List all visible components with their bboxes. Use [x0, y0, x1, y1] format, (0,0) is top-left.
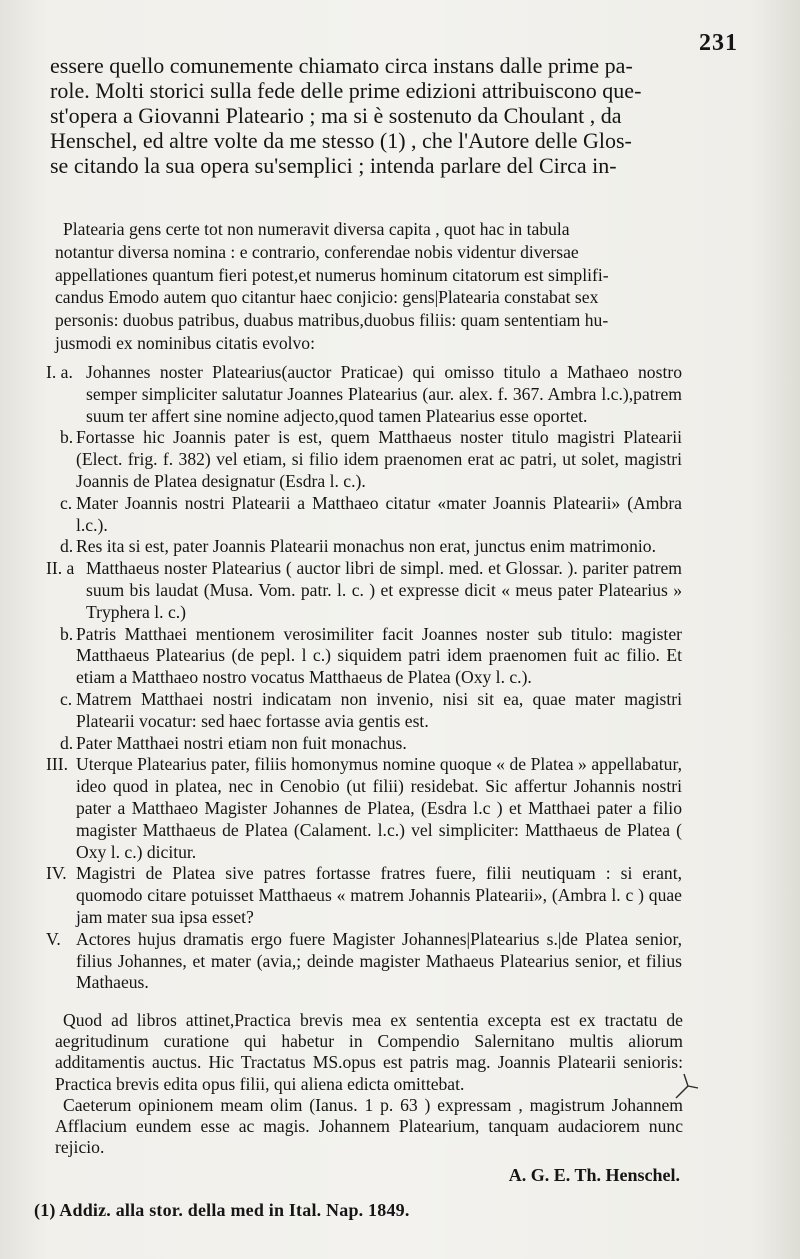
list-item [46, 624, 682, 689]
item-marker: b. [60, 427, 74, 448]
latin-intro [55, 218, 683, 355]
italian-line: Henschel, ed altre volte da me stesso (1) , che l'Autore delle Glos- [50, 128, 632, 153]
latin-intro-line: jusmodi ex nominibus citatis evolvo: [55, 332, 315, 353]
item-marker: I. a. [46, 362, 73, 382]
item-marker: V. [46, 928, 61, 949]
item-marker: II. a [46, 558, 75, 579]
item-text: Johannes noster Platearius(auctor Praticae) qui omisso titulo a Mathaeo nostro semper simpliciter salutatur Joannes Platearius (aur. alex. f. 367. Ambra l.c.),patrem suum ter affert sine nomine adjecto,quod tamen Platearius esse oportet. [86, 362, 682, 426]
latin-intro-line: Platearia gens certe tot non numeravit diversa capita , quot hac in tabula [63, 219, 570, 239]
item-text: Res ita si est, pater Joannis Platearii monachus non erat, junctus enim matrimonio. [76, 536, 656, 557]
italian-line: essere quello comunemente chiamato circa instans dalle prime pa- [50, 53, 633, 78]
item-text: Matthaeus noster Platearius ( auctor libri de simpl. med. et Glossar. ). pariter patrem suum bis laudat (Musa. Vom. patr. l. c. ) et expresse dicit « meus pater Platearius » Tryphera l. c.) [86, 558, 682, 622]
italian-paragraph [50, 53, 670, 178]
item-text: Fortasse hic Joannis pater is est, quem Matthaeus noster titulo magistri Platearii (Elect. frig. f. 382) vel etiam, si filio idem praenomen erat ac patri, ut solet, magistri Joannis de Platea designatur (Esdra l. c.). [76, 427, 682, 491]
margin-pencil-mark [672, 1066, 702, 1106]
item-marker: d. [60, 732, 74, 753]
list-item [46, 536, 682, 558]
list-item [46, 427, 682, 492]
paragraph: Caeterum opinionem meam olim (Ianus. 1 p. 63 ) expressam , magistrum Johannem Afflacium eundem esse ac magis. Johannem Platearium, tanquam audaciorem nunc rejicio. [55, 1094, 683, 1158]
list-item [46, 689, 682, 733]
footnote: (1) Addiz. alla stor. della med in Ital. Nap. 1849. [34, 1200, 410, 1220]
item-text: Matrem Matthaei nostri indicatam non invenio, nisi sit ea, quae mater magistri Platearii vocatur: sed haec fortasse avia gentis est. [76, 688, 682, 731]
italian-line: st'opera a Giovanni Plateario ; ma si è sostenuto da Choulant , da [50, 103, 622, 128]
item-text: Patris Matthaei mentionem verosimiliter facit Joannes noster sub titulo: magister Matthaeus Platearius (de pepl. l c.) siquidem patri idem praenomen fuit ac filio. Et etiam a Matthaeo nostro vocatus Matthaeus de Platea (Oxy l. c.). [76, 623, 682, 688]
latin-intro-line: appellationes quantum fieri potest,et numerus hominum citatorum est simplifi- [55, 264, 609, 285]
paragraph: Quod ad libros attinet,Practica brevis mea ex sententia excepta est ex tractatu de aegritudinum curatione qui habetur in Compendio Salernitano multis aliorum additamentis auctus. Hic Tractatus MS.opus est patris mag. Joannis Platearii senioris: Practica brevis edita opus filii, qui aliena edicta omittebat. [55, 1010, 683, 1094]
list-item [46, 493, 682, 537]
item-text: Uterque Platearius pater, filiis homonymus nomine quoque « de Platea » appellabatur, ideo quod in platea, nec in Cenobio (ut filii) residebat. Sic affertur Johannis nostri pater a Matthaeo Magister Johannes de Platea, (Esdra l.c ) et Matthaei pater a filio magister Matthaeus de Platea (Calament. l.c.) vel simpliciter: Matthaeus de Platea ( Oxy l. c.) dicitur. [76, 754, 682, 862]
item-text: Mater Joannis nostri Platearii a Matthaeo citatur «mater Joannis Platearii» (Ambra l.c.). [76, 492, 682, 535]
author-signature: A. G. E. Th. Henschel. [508, 1165, 680, 1185]
item-text: Actores hujus dramatis ergo fuere Magister Johannes|Platearius s.|de Platea senior, filius Johannes, et mater (avia,; deinde magister Mathaeus Platearius senior, et filius Mathaeus. [76, 928, 682, 993]
item-marker: b. [60, 623, 74, 644]
item-marker: c. [60, 688, 73, 709]
latin-intro-line: notantur diversa nomina : e contrario, conferendae nobis videntur diversae [55, 241, 579, 262]
list-item [46, 863, 682, 928]
item-marker: IV. [46, 863, 67, 884]
item-marker: d. [60, 536, 74, 557]
list-item [46, 558, 682, 623]
page-number: 231 [699, 30, 738, 56]
closing-paragraphs [55, 1010, 683, 1158]
italian-line: role. Molti storici sulla fede delle prime edizioni attribuiscono que- [50, 78, 642, 103]
item-text: Magistri de Platea sive patres fortasse fratres fuere, filii neutiquam : si erant, quomodo citare potuisset Matthaeus « matrem Johannis Platearii», (Ambra l. c ) quae jam mater sua ipsa esset? [76, 863, 682, 927]
latin-intro-line: candus Emodo autem quo citantur haec conjicio: gens|Platearia constabat sex [55, 287, 599, 308]
list-item [46, 362, 682, 427]
enumerated-list [46, 362, 682, 994]
latin-intro-line: personis: duobus patribus, duabus matribus,duobus filiis: quam sententiam hu- [55, 310, 609, 331]
italian-line: se citando la sua opera su'semplici ; intenda parlare del Circa in- [50, 153, 617, 178]
item-marker: III. [46, 754, 68, 775]
item-text: Pater Matthaei nostri etiam non fuit monachus. [76, 732, 407, 753]
list-item [46, 929, 682, 994]
item-marker: c. [60, 492, 73, 513]
list-item [46, 754, 682, 863]
list-item [46, 733, 682, 755]
